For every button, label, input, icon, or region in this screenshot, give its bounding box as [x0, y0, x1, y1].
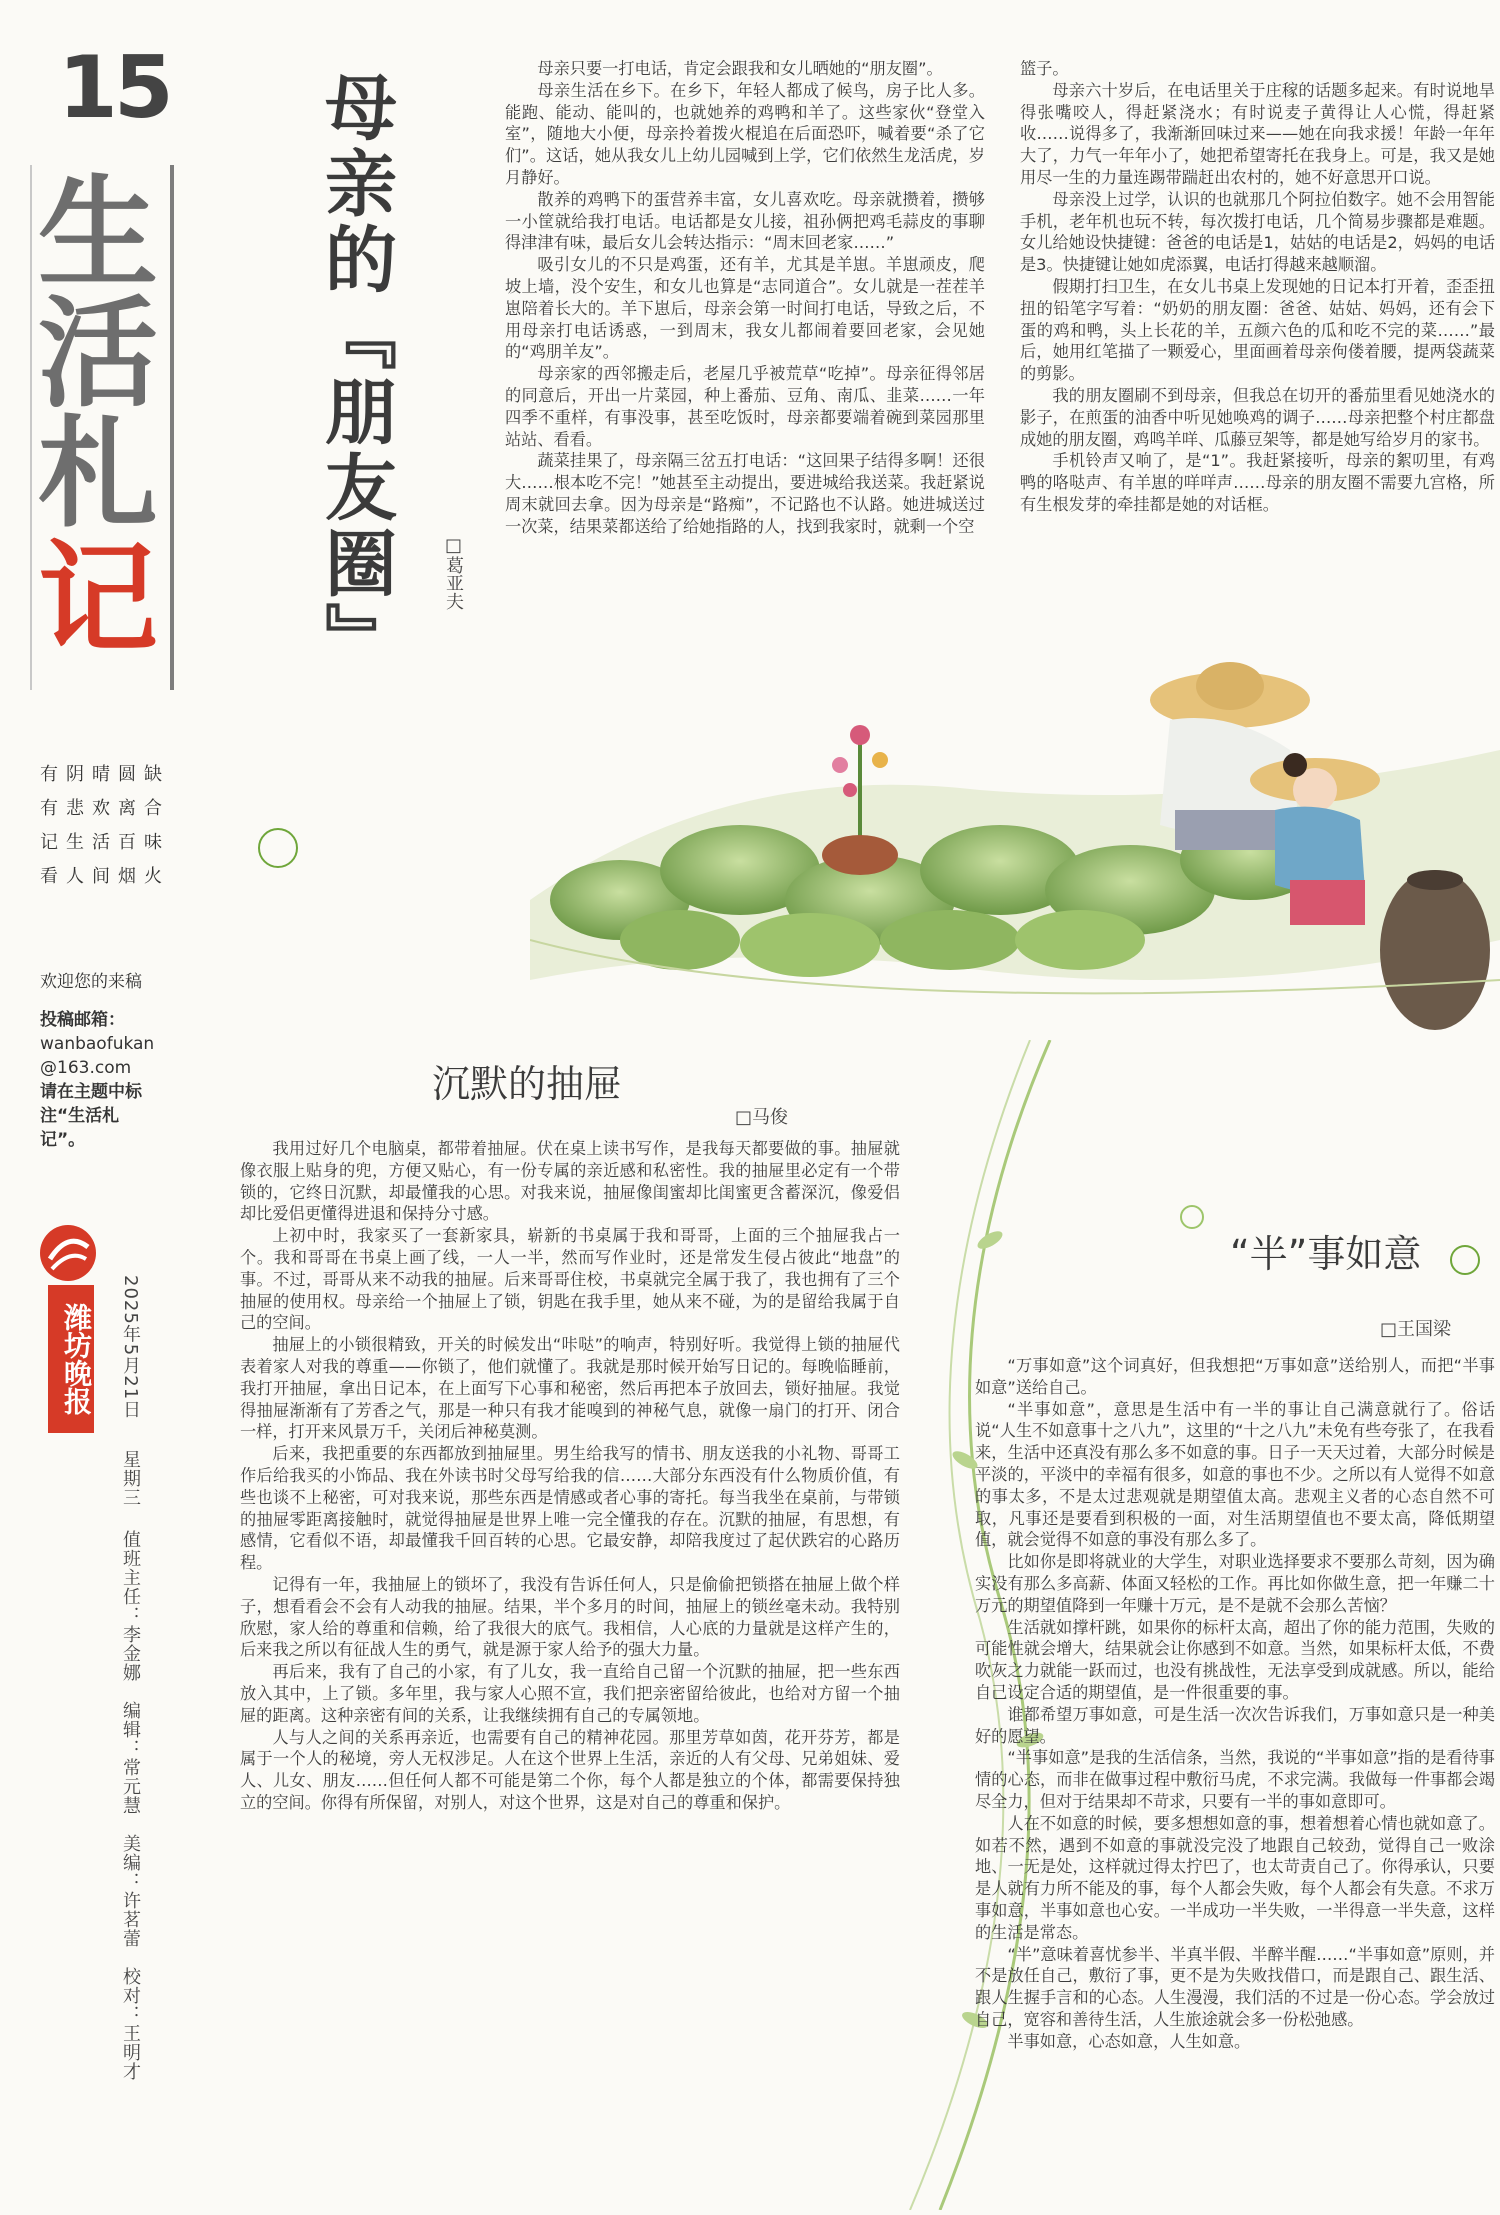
paragraph: 母亲生活在乡下。在乡下，年轻人都成了候鸟，房子比人多。能跑、能动、能叫的，也就她养的鸡鸭和羊了。这些家伙“登堂入室”，随地大小便，母亲拎着拨火棍追在后面恐吓，喊着要“杀了它们”。这话，她从我女儿上幼儿园喊到上学，它们依然生龙活虎，岁月静好。 [505, 80, 985, 187]
paragraph: 篮子。 [1020, 59, 1069, 78]
article2-author: □马俊 [735, 1107, 789, 1128]
email-domain[interactable]: @163.com [40, 1058, 132, 1078]
article1-column-2 [1020, 58, 1495, 516]
article1-column-1 [505, 58, 985, 538]
paragraph: 比如你是即将就业的大学生，对职业选择要求不要那么苛刻，因为确实没有那么多高薪、体面又轻松的工作。再比如你做生意，把一年赚二十万元的期望值降到一年赚十万元，是不是就不会那么苦恼？ [975, 1552, 1495, 1615]
paragraph: 抽屉上的小锁很精致，开关的时候发出“咔哒”的响声，特别好听。我觉得上锁的抽屉代表着家人对我的尊重——你锁了，他们就懂了。我就是那时候开始写日记的。每晚临睡前，我打开抽屉，拿出日记本，在上面写下心事和秘密，然后再把本子放回去，锁好抽屉。我觉得抽屉渐渐有了芳香之气，那是一种只有我才能嗅到的神秘气息，就像一扇门的打开、闭合一样，打开来风景万千，关闭后神秘莫测。 [240, 1335, 900, 1442]
paragraph: 蔬菜挂果了，母亲隔三岔五打电话：“这回果子结得多啊！还很大……根本吃不完！”她甚至主动提出，要进城给我送菜。我赶紧说周末就回去拿。因为母亲是“路痴”，不记路也不认路。她进城送过一次菜，结果菜都送给了给她指路的人，找到我家时，就剩一个空 [505, 451, 985, 536]
issue-weekday: 星期三 [120, 1450, 141, 1507]
paragraph: 再后来，我有了自己的小家，有了儿女，我一直给自己留一个沉默的抽屉，把一些东西放入其中，上了锁。多年里，我与家人心照不宣，我们把亲密留给彼此，也给对方留一个抽屉的距离。这种亲密有间的关系，让我继续拥有自己的专属领地。 [240, 1662, 900, 1725]
paragraph: 吸引女儿的不只是鸡蛋，还有羊，尤其是羊崽。羊崽顽皮，爬坡上墙，没个安生，和女儿也算是“志同道合”。女儿就是一茬茬羊崽陪着长大的。羊下崽后，母亲会第一时间打电话，导致之后，不用母亲打电话诱惑，一到周末，我女儿都闹着要回老家，会见她的“鸡朋羊友”。 [505, 255, 985, 362]
paragraph: 生活就如撑杆跳，如果你的标杆太高，超出了你的能力范围，失败的可能性就会增大，结果就会让你感到不如意。当然，如果标杆太低，不费吹灰之力就能一跃而过，也没有挑战性，无法享受到成就感。所以，能给自己设定合适的期望值，是一件很重要的事。 [975, 1617, 1495, 1702]
circle-ornament [1180, 1205, 1204, 1229]
paragraph: 母亲六十岁后，在电话里关于庄稼的话题多起来。有时说地旱得张嘴咬人，得赶紧浇水；有时说麦子黄得让人心慌，得赶紧收……说得多了，我渐渐回味过来——她在向我求援！年龄一年年大了，力气一年年小了，她把希望寄托在我身上。可是，我又是她用尽一生的力量连踢带踹赶出农村的，她不好意思开口说。 [1020, 80, 1495, 187]
circle-ornament [1450, 1245, 1480, 1275]
article3-title: “半”事如意 [1230, 1232, 1422, 1276]
paragraph: 我用过好几个电脑桌，都带着抽屉。伏在桌上读书写作，是我每天都要做的事。抽屉就像衣服上贴身的兜，方便又贴心，有一份专属的亲近感和私密性。我的抽屉里必定有一个带锁的，它终日沉默，却最懂我的心思。对我来说，抽屉像闺蜜却比闺蜜更含蓄深沉，像爱侣却比爱侣更懂得进退和保持分寸感。 [240, 1139, 900, 1224]
email-label: 投稿邮箱： [40, 1010, 125, 1030]
paragraph: 谁都希望万事如意，可是生活一次次告诉我们，万事如意只是一种美好的愿望。 [975, 1704, 1495, 1746]
staff-credits: 值班主任：李金娜 编辑：常元慧 美编：许茗蕾 校对：王明才 [120, 1530, 141, 2081]
article2-body [240, 1138, 900, 1814]
paragraph: 假期打扫卫生，在女儿书桌上发现她的日记本打开着，歪歪扭扭的铅笔字写着：“奶奶的朋友圈：爸爸、姑姑、妈妈，还有会下蛋的鸡和鸭，头上长花的羊，五颜六色的瓜和吃不完的菜……”最后，她用红笔描了一颗爱心，里面画着母亲佝偻着腰，提两袋蔬菜的剪影。 [1020, 276, 1495, 384]
section-char-4: 记 [38, 530, 158, 669]
paragraph: 散养的鸡鸭下的蛋营养丰富，女儿喜欢吃。母亲就攒着，攒够一小筐就给我打电话。电话都是女儿接，祖孙俩把鸡毛蒜皮的事聊得津津有味，最后女儿会转达指示：“周末回老家……” [505, 189, 985, 253]
poem-line: 有悲欢离合 [40, 798, 170, 819]
email-user[interactable]: wanbaofukan [40, 1034, 155, 1054]
section-char-1: 生 [38, 165, 158, 304]
paragraph: 人在不如意的时候，要多想想如意的事，想着想着心情也就如意了。如若不然，遇到不如意的事就没完没了地跟自己较劲，觉得自己一败涂地、一无是处，这样就过得太拧巴了，也太苛责自己了。你得承认，只要是人就有力所不能及的事，每个人都会失败，每个人都会有失意。不求万事如意，半事如意也心安。一半成功一半失败，一半得意一半失意，这样的生活是常态。 [975, 1813, 1495, 1942]
article3-author: □王国梁 [1380, 1319, 1452, 1340]
poem-line: 记生活百味 [40, 832, 170, 853]
paper-name-text: 潍坊晚报 [60, 1303, 93, 1415]
garden-illustration [530, 640, 1500, 1060]
poem [40, 758, 170, 894]
section-char-3: 札 [38, 405, 158, 544]
email-note: 请在主题中标注“生活札记”。 [40, 1082, 142, 1150]
article3-body [975, 1355, 1495, 2053]
paragraph: 半事如意，心态如意，人生如意。 [1007, 2031, 1251, 2051]
paragraph: 上初中时，我家买了一套新家具，崭新的书桌属于我和哥哥，上面的三个抽屉我占一个。我和哥哥在书桌上画了线，一人一半，然而写作业时，还是常发生侵占彼此“地盘”的事。不过，哥哥从来不动我的抽屉。后来哥哥住校，书桌就完全属于我了，我也拥有了三个抽屉的使用权。母亲给一个抽屉上了锁，钥匙在我手里，她从来不碰，为的是留给我属于自己的空间。 [240, 1226, 900, 1333]
paragraph: “半”意味着喜忧参半、半真半假、半醉半醒……“半事如意”原则，并不是放任自己，敷衍了事，更不是为失败找借口，而是跟自己、跟生活、跟人生握手言和的心态。人生漫漫，我们活的不过是一份心态。学会放过自己，宽容和善待生活，人生旅途就会多一份松弛感。 [975, 1944, 1495, 2029]
paragraph: “半事如意”，意思是生活中有一半的事让自己满意就行了。俗话说“人生不如意事十之八九”，这里的“十之八九”未免有些夸张了，在我看来，生活中还真没有那么多不如意的事。日子一天天过着，大部分时候是平淡的，平淡中的幸福有很多，如意的事也不少。之所以有人觉得不如意的事太多，不是太过悲观就是期望值太高。悲观主义者的心态自然不可取，凡事还是要看到积极的一面，对生活期望值也不要太高，降低期望值，就会觉得不如意的事没有那么多了。 [975, 1399, 1495, 1550]
paper-name [48, 1285, 94, 1433]
poem-line: 看人间烟火 [40, 866, 170, 887]
paragraph: 后来，我把重要的东西都放到抽屉里。男生给我写的情书、朋友送我的小礼物、哥哥工作后给我买的小饰品、我在外读书时父母写给我的信……大部分东西没有什么物质价值，有些也谈不上秘密，可对我来说，那些东西是情感或者心事的寄托。每当我坐在桌前，与带锁的抽屉零距离接触时，就觉得抽屉是世界上唯一完全懂我的存在。沉默的抽屉，有思想，有感情，它看似不语，却最懂我千回百转的心思。它最安静，却陪我度过了起伏跌宕的心路历程。 [240, 1444, 900, 1573]
paragraph: 母亲没上过学，认识的也就那几个阿拉伯数字。她不会用智能手机，老年机也玩不转，每次拨打电话，几个简易步骤都是难题。女儿给她设快捷键：爸爸的电话是1，姑姑的电话是2，妈妈的电话是3。快捷键让她如虎添翼，电话打得越来越顺溜。 [1020, 189, 1495, 275]
paper-logo-icon [40, 1225, 96, 1281]
issue-date: 2025年5月21日 [120, 1275, 141, 1420]
article2-title: 沉默的抽屉 [432, 1062, 623, 1106]
jar-icon [1380, 870, 1490, 1030]
paragraph: 人与人之间的关系再亲近，也需要有自己的精神花园。那里芳草如茵，花开芬芳，都是属于一个人的秘境，旁人无权涉足。人在这个世界上生活，亲近的人有父母、兄弟姐妹、爱人、儿女、朋友……但任何人都不可能是第二个你，每个人都是独立的个体，都需要保持独立的空间。你得有所保留，对别人，对这个世界，这是对自己的尊重和保护。 [240, 1727, 900, 1812]
paragraph: “半事如意”是我的生活信条，当然，我说的“半事如意”指的是看待事情的心态，而非在做事过程中敷衍马虎，不求完满。我做每一件事都会竭尽全力，但对于结果却不苛求，只要有一半的事如意即可。 [975, 1748, 1495, 1811]
section-char-2: 活 [38, 285, 158, 424]
poem-line: 有阴晴圆缺 [40, 764, 170, 785]
article1-author: □葛亚夫 [443, 535, 464, 610]
article1-title: 母亲的『朋友圈』 [313, 70, 397, 678]
circle-ornament [258, 828, 298, 868]
paragraph: 我的朋友圈刷不到母亲，但我总在切开的番茄里看见她浇水的影子，在煎蛋的油香中听见她唤鸡的调子……母亲把整个村庄都盘成她的朋友圈，鸡鸣羊咩、瓜藤豆架等，都是她写给岁月的家书。 [1020, 385, 1495, 449]
paragraph: 母亲家的西邻搬走后，老屋几乎被荒草“吃掉”。母亲征得邻居的同意后，开出一片菜园，种上番茄、豆角、南瓜、韭菜……一年四季不重样，有事没事，甚至吃饭时，母亲都要端着碗到菜园那里站站、看看。 [505, 364, 985, 449]
paragraph: “万事如意”这个词真好，但我想把“万事如意”送给别人，而把“半事如意”送给自己。 [975, 1356, 1495, 1397]
page-number: 15 [58, 38, 170, 138]
welcome-text: 欢迎您的来稿 [40, 972, 142, 992]
paragraph: 母亲只要一打电话，肯定会跟我和女儿晒她的“朋友圈”。 [537, 59, 943, 78]
paragraph: 记得有一年，我抽屉上的锁坏了，我没有告诉任何人，只是偷偷把锁搭在抽屉上做个样子，想看看会不会有人动我的抽屉。结果，半个多月的时间，抽屉上的锁丝毫未动。我特别欣慰，家人给的尊重和信赖，给了我很大的底气。我相信，人心底的力量就是这样产生的，后来我之所以有征战人生的勇气，就是源于家人给予的强大力量。 [240, 1574, 900, 1660]
paragraph: 手机铃声又响了，是“1”。我赶紧接听，母亲的絮叨里，有鸡鸭的咯哒声、有羊崽的咩咩声……母亲的朋友圈不需要九宫格，所有生根发芽的牵挂都是她的对话框。 [1020, 451, 1495, 514]
